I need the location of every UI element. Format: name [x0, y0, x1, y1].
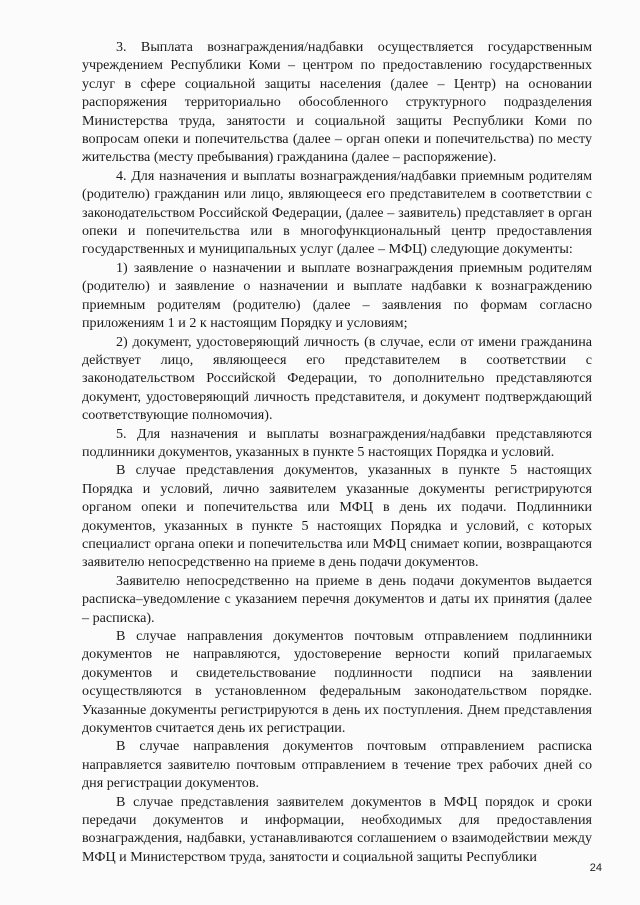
page-number: 24	[589, 862, 602, 874]
paragraph: Заявителю непосредственно на приеме в день подачи документов выдается расписка–уведомление с указанием перечня документов и даты их принятия (далее – расписка).	[82, 572, 592, 626]
paragraph: В случае представления документов, указанных в пункте 5 настоящих Порядка и условий, лично заявителем указанные документы регистрируются органом опеки и попечительства или МФЦ в день их подачи. Подлинники документов, указанных в пункте 5 настоящих Порядка и условий, с которых специалист органа опеки и попечительства или МФЦ снимает копии, возвращаются заявителю непосредственно на приеме в день подачи документов.	[82, 462, 592, 571]
paragraph: 4. Для назначения и выплаты вознаграждения/надбавки приемным родителям (родителю) гражданин или лицо, являющееся его представителем в соответствии с законодательством Российской Федерации, (далее – заявитель) представляет в орган опеки и попечительства или в многофункциональный центр предоставления государственных и муниципальных услуг (далее – МФЦ) следующие документы:	[82, 167, 592, 258]
paragraph: В случае представления заявителем документов в МФЦ порядок и сроки передачи документов и информации, необходимых для предоставления вознаграждения, надбавки, устанавливаются соглашением о взаимодействии между МФЦ и Министерством труда, занятости и социальной защиты Республики	[82, 793, 592, 865]
paragraph: 3. Выплата вознаграждения/надбавки осуществляется государственным учреждением Республики Коми – центром по предоставлению государственных услуг в сфере социальной защиты населения (далее – Центр) на основании распоряжения территориально обособленного структурного подразделения Министерства труда, занятости и социальной защиты Республики Коми по вопросам опеки и попечительства (далее – орган опеки и попечительства) по месту жительства (месту пребывания) гражданина (далее – распоряжение).	[82, 39, 592, 166]
paragraph: 1) заявление о назначении и выплате вознаграждения приемным родителям (родителю) и заявление о назначении и выплате надбавки к вознаграждению приемным родителям (родителю) (далее – заявления по формам согласно приложениям 1 и 2 к настоящим Порядку и условиям;	[82, 259, 592, 332]
paragraph: В случае направления документов почтовым отправлением подлинники документов не направляются, удостоверение верности копий прилагаемых документов и свидетельствование подлинности подписи на заявлении осуществляются в установленном федеральным законодательством порядке. Указанные документы регистрируются в день их поступления. Днем представления документов считается день их регистрации.	[82, 628, 592, 737]
document-body	[82, 38, 592, 866]
paragraph: 2) документ, удостоверяющий личность (в случае, если от имени гражданина действует лицо, являющееся его представителем в соответствии с законодательством Российской Федерации, то дополнительно представляются документ, удостоверяющий личность представителя, и документ подтверждающий соответствующие полномочия).	[82, 333, 592, 424]
paragraph: 5. Для назначения и выплаты вознаграждения/надбавки представляются подлинники документов, указанных в пункте 5 настоящих Порядка и условий.	[82, 425, 592, 460]
paragraph: В случае направления документов почтовым отправлением расписка направляется заявителю почтовым отправлением в течение трех рабочих дней со дня регистрации документов.	[82, 738, 592, 792]
